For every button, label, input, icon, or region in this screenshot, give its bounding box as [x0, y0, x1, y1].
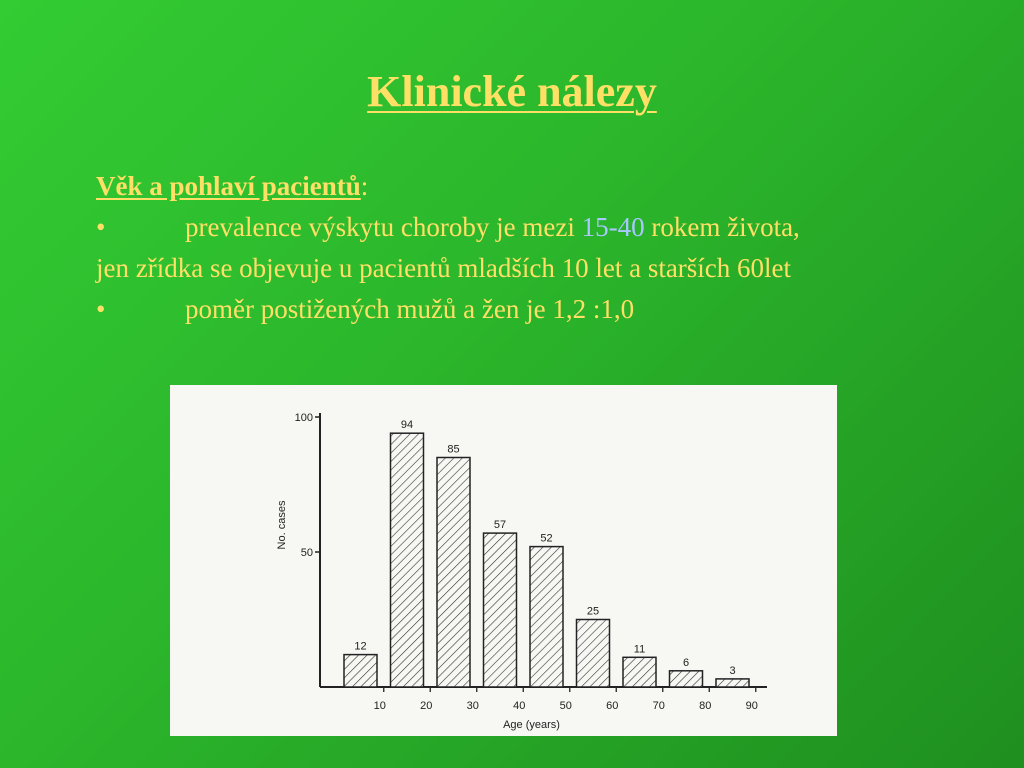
- bullet-1-text-before: prevalence výskytu choroby je mezi: [185, 212, 582, 242]
- age-range-highlight: 15-40: [581, 212, 645, 242]
- x-tick-label: 20: [420, 700, 433, 712]
- bullet-2: [96, 289, 996, 330]
- bullet-marker: •: [96, 212, 106, 242]
- x-tick-label: 30: [466, 700, 479, 712]
- bar-value-label: 85: [447, 443, 460, 456]
- bullet-1: [96, 207, 996, 248]
- bullet-1-continuation: jen zřídka se objevuje u pacientů mladších 10 let a starších 60let: [96, 253, 792, 283]
- histogram-bar: [623, 657, 656, 687]
- subheading-colon: :: [360, 171, 369, 201]
- bar-value-label: 3: [729, 664, 736, 677]
- histogram-bar: [716, 679, 749, 687]
- y-tick-label: 100: [294, 412, 313, 424]
- bar-value-label: 52: [540, 532, 553, 545]
- bullet-marker: •: [96, 294, 106, 324]
- bar-value-label: 94: [400, 419, 414, 432]
- bar-value-label: 11: [633, 643, 646, 656]
- x-tick-label: 50: [559, 700, 572, 712]
- subheading-line: [96, 166, 996, 207]
- x-tick-label: 90: [745, 700, 758, 712]
- x-tick-label: 80: [699, 700, 712, 712]
- bar-value-label: 25: [586, 605, 600, 618]
- slide-title: Klinické nálezy: [367, 67, 657, 116]
- histogram-bar: [344, 655, 377, 687]
- histogram-bar: [577, 620, 610, 688]
- x-tick-label: 70: [652, 700, 665, 712]
- y-axis-title: No. cases: [276, 500, 288, 550]
- x-axis-title: Age (years): [503, 719, 560, 731]
- y-tick-label: 50: [300, 547, 313, 559]
- bar-value-label: 12: [354, 640, 367, 653]
- bar-value-label: 57: [493, 519, 507, 532]
- histogram-bar: [391, 433, 424, 687]
- histogram-bar: [437, 458, 470, 688]
- histogram-bar: [484, 533, 517, 687]
- x-tick-label: 10: [373, 700, 386, 712]
- subheading: Věk a pohlaví pacientů: [96, 171, 361, 201]
- bullet-1-text-after: rokem života,: [644, 212, 800, 242]
- slide-body: [96, 166, 996, 330]
- histogram-bar: [530, 547, 563, 687]
- x-tick-label: 60: [606, 700, 619, 712]
- bullet-2-text: poměr postižených mužů a žen je 1,2 :1,0: [185, 294, 635, 324]
- bar-value-label: 6: [682, 656, 690, 669]
- x-tick-label: 40: [513, 700, 526, 712]
- chart-svg: [170, 385, 837, 736]
- age-histogram-chart: [170, 385, 837, 736]
- histogram-bar: [670, 671, 703, 687]
